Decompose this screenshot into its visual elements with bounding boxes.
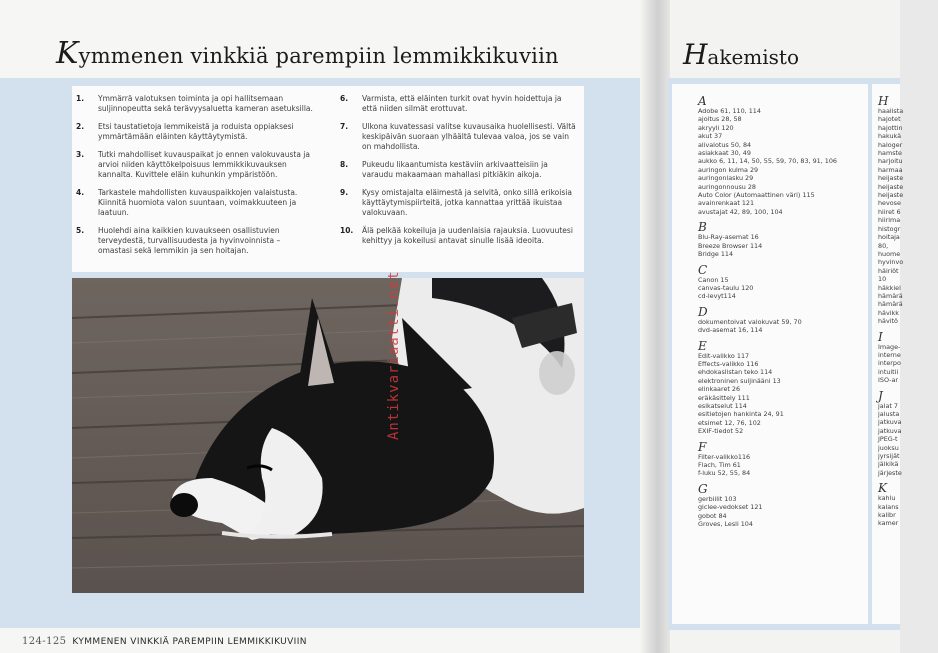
- index-entry: etsimet 12, 76, 102: [698, 418, 761, 427]
- book-gutter: [640, 0, 670, 653]
- index-entry: esikatselut 114: [698, 401, 747, 410]
- index-entry: avainrenkaat 121: [698, 199, 755, 208]
- tip-item: [340, 226, 578, 246]
- dog-photo-illustration: [72, 278, 584, 593]
- index-entry: heijaste: [878, 191, 904, 200]
- tip-item: [76, 150, 314, 180]
- watermark-text: Antikvariaatti.net: [386, 270, 402, 440]
- index-letter: I: [878, 329, 883, 344]
- index-entry: Flach, Tim 61: [698, 461, 741, 469]
- index-entry: 10: [878, 275, 887, 284]
- tip-item: [76, 188, 314, 218]
- index-entry: ehdokaslistan teko 114: [698, 368, 773, 377]
- tip-number: 4.: [76, 188, 85, 197]
- tips-column-1: [76, 94, 314, 264]
- index-entry: harjoitu: [878, 157, 903, 166]
- index-entry: EXIF-tiedot 52: [698, 427, 744, 436]
- tips-column-2: [340, 94, 578, 254]
- index-entry: canvas-taulu 120: [698, 283, 754, 292]
- index-entry: jyrsijät: [878, 452, 900, 461]
- index-entry: häiriöt: [878, 266, 899, 275]
- index-entry: akryyli 120: [698, 123, 734, 132]
- index-entry: hevose: [878, 199, 901, 208]
- index-entry: kalans: [878, 502, 899, 511]
- index-entry: 80,: [878, 241, 889, 250]
- index-entry: dokumentoivat valokuvat 59, 70: [698, 317, 802, 326]
- index-box-partial: [872, 84, 904, 624]
- index-entry: Image-: [878, 342, 901, 351]
- index-letter: C: [698, 262, 708, 277]
- tip-item: [340, 160, 578, 180]
- tip-text: Huolehdi aina kaikkien kuvaukseen osallistuvien terveydestä, turvallisuudesta ja hyvinvoinnista – omastasi sekä lemmikin ja sen hoitajan.: [98, 226, 281, 255]
- index-entry: interpo: [878, 359, 901, 368]
- index-entry: auringon kulma 29: [698, 165, 759, 174]
- footer-title: KYMMENEN VINKKIÄ PAREMPIIN LEMMIKKIKUVIIN: [72, 637, 307, 647]
- index-entry: jalusta: [878, 410, 900, 418]
- index-entry: Blu-Ray-asemat 16: [698, 233, 759, 242]
- index-column: [698, 90, 868, 528]
- tip-item: [340, 94, 578, 114]
- tip-item: [76, 122, 314, 142]
- tip-text: Tarkastele mahdollisten kuvauspaikkojen valaistusta. Kiinnitä huomiota valon suuntaan, voimakkuuteen ja laatuun.: [98, 188, 298, 217]
- index-entry: Bridge 114: [698, 250, 734, 259]
- tip-item: [76, 94, 314, 114]
- index-entry: Edit-valikko 117: [698, 351, 750, 360]
- index-entry: ajoitus 28, 58: [698, 115, 742, 124]
- tip-item: [340, 188, 578, 218]
- index-entry: asiakkaat 30, 49: [698, 149, 751, 158]
- index-entry: intuitii: [878, 367, 899, 376]
- index-entry: jälkikä: [878, 460, 899, 469]
- page-footer: [22, 636, 307, 647]
- index-entry: heijaste: [878, 182, 904, 191]
- index-entry: f-luku 52, 55, 84: [698, 469, 751, 478]
- index-entry: juoksu: [878, 443, 899, 452]
- index-entry: haalista: [878, 107, 904, 115]
- index-letter: D: [698, 304, 708, 319]
- index-entry: elinkaaret 26: [698, 385, 741, 394]
- index-letter: K: [878, 481, 887, 496]
- tip-text: Etsi taustatietoja lemmikeistä ja roduista oppiaksesi ymmärtämään eläinten käyttäytymistä.: [98, 122, 294, 141]
- index-entry: hajottin: [878, 123, 903, 132]
- tip-text: Ulkona kuvatessasi valitse kuvausaika huolellisesti. Vältä keskipäivän suoraan ylhäältä tulevaa valoa, jos se vain on mahdollista.: [362, 122, 576, 151]
- index-entry: elektroninen suljinääni 13: [698, 376, 781, 385]
- tip-number: 3.: [76, 150, 85, 159]
- index-entry: Adobe 61, 110, 114: [698, 107, 761, 115]
- index-entry: Canon 15: [698, 275, 729, 284]
- index-entry: hoitaja: [878, 233, 900, 242]
- tip-number: 9.: [340, 188, 349, 197]
- index-entry: Auto Color (Automaattinen väri) 115: [698, 191, 815, 200]
- index-box: [672, 84, 868, 624]
- tip-number: 5.: [76, 226, 85, 235]
- index-entry: hamste: [878, 149, 902, 158]
- index-entry: huome: [878, 249, 901, 258]
- index-entry: auringonlasku 29: [698, 174, 754, 183]
- index-letter: E: [698, 338, 707, 353]
- index-entry: ISO-ar: [878, 376, 898, 385]
- index-entry: heijaste: [878, 174, 904, 183]
- index-entry: harmaa: [878, 165, 903, 174]
- index-entry: kahlu: [878, 494, 896, 503]
- tip-number: 10.: [340, 226, 354, 235]
- dog-photo: [72, 278, 584, 593]
- tips-box: [72, 86, 584, 272]
- index-entry: hämärä: [878, 300, 903, 309]
- tip-number: 1.: [76, 94, 85, 103]
- index-letter: G: [698, 481, 708, 496]
- right-page-title: Hakemisto: [683, 38, 800, 71]
- index-entry: cd-levyt114: [698, 292, 736, 301]
- index-entry: auringonnousu 28: [698, 182, 756, 191]
- tip-text: Kysy omistajalta eläimestä ja selvitä, onko sillä erikoisia käyttäytymispiirteitä, jotka kannattaa yrittää ikuistaa valokuvaan.: [362, 188, 572, 217]
- index-letter: H: [878, 94, 889, 108]
- index-letter: B: [698, 220, 707, 235]
- index-entry: hävikk: [878, 308, 899, 317]
- index-entry: alivalotus 50, 84: [698, 140, 752, 149]
- index-entry: hajotet: [878, 115, 901, 124]
- index-entry: haloger: [878, 140, 903, 149]
- tip-text: Ymmärrä valotuksen toiminta ja opi hallitsemaan suljinnopeutta sekä terävyysaluetta kameran asetuksilla.: [98, 94, 313, 113]
- tip-number: 6.: [340, 94, 349, 103]
- tip-item: [340, 122, 578, 152]
- index-entry: giclee-vedokset 121: [698, 503, 763, 512]
- index-entry: Groves, Lesli 104: [698, 520, 753, 529]
- index-entry: hakukä: [878, 132, 902, 141]
- tip-text: Varmista, että eläinten turkit ovat hyvin hoidettuja ja että niiden silmät erottuvat.: [362, 94, 562, 113]
- index-entry: jatkuva: [878, 418, 902, 427]
- index-letter: A: [698, 94, 707, 108]
- index-entry: eräkäsittely 111: [698, 393, 750, 402]
- index-entry: histogr: [878, 224, 901, 233]
- page-numbers: 124-125: [22, 636, 67, 647]
- index-column-partial: [878, 90, 938, 528]
- tip-number: 7.: [340, 122, 349, 131]
- left-page-title: Kymmenen vinkkiä parempiin lemmikkikuviin: [56, 36, 559, 71]
- index-letter: F: [698, 439, 707, 454]
- index-entry: interne: [878, 350, 901, 359]
- index-entry: hämärä: [878, 291, 903, 300]
- index-entry: hiiret 6: [878, 207, 901, 216]
- index-entry: akut 37: [698, 132, 723, 141]
- index-entry: Breeze Browser 114: [698, 241, 763, 250]
- tip-number: 8.: [340, 160, 349, 169]
- tip-text: Tutki mahdolliset kuvauspaikat jo ennen valokuvausta ja arvioi niiden käyttökelpoisuus lemmikkikuvauksen kannalta. Kuvittele eläin kuhunkin ympäristöön.: [98, 150, 310, 179]
- index-entry: gerbiilit 103: [698, 494, 737, 503]
- index-entry: esitietojen hankinta 24, 91: [698, 410, 784, 419]
- index-entry: aukko 6, 11, 14, 50, 55, 59, 70, 83, 91, 106: [698, 157, 837, 166]
- tip-number: 2.: [76, 122, 85, 131]
- tip-text: Pukeudu likaantumista kestäviin arkivaatteisiin ja varaudu makaamaan mahallasi pitkiäkin aikoja.: [362, 160, 548, 179]
- index-entry: Filter-valikko116: [698, 452, 751, 461]
- index-entry: jatkuva: [878, 426, 902, 435]
- index-entry: jalat 7: [878, 401, 898, 410]
- index-entry: dvd-asemat 16, 114: [698, 326, 763, 335]
- tip-text: Älä pelkää kokeiluja ja uudenlaisia rajauksia. Luovuutesi kehittyy ja kokeilusi antavat sinulle lisää ideoita.: [362, 226, 573, 245]
- index-entry: avustajat 42, 89, 100, 104: [698, 207, 783, 216]
- index-entry: kamer: [878, 519, 899, 528]
- index-entry: hiirima: [878, 216, 901, 225]
- index-entry: kalibr: [878, 511, 896, 520]
- index-letter: J: [878, 388, 883, 403]
- index-entry: hyvinvo: [878, 258, 904, 267]
- index-entry: hävitö: [878, 317, 898, 326]
- index-entry: häkkiel: [878, 283, 901, 292]
- tip-item: [76, 226, 314, 256]
- index-entry: Effects-valikko 116: [698, 359, 759, 368]
- index-entry: gobot 84: [698, 511, 727, 520]
- index-entry: järjeste: [878, 468, 902, 477]
- index-entry: JPEG-t: [878, 435, 898, 444]
